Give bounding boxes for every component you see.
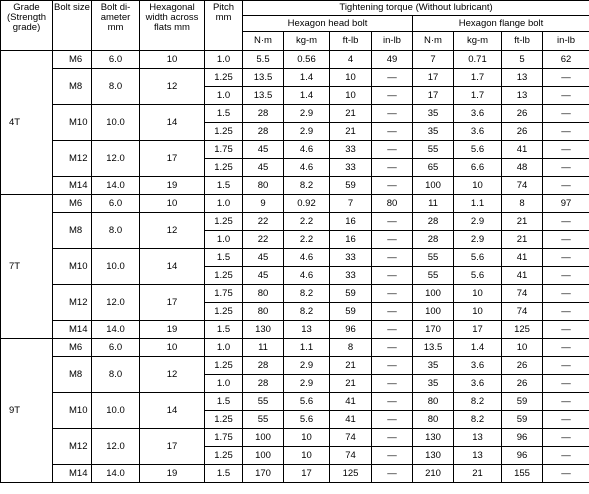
table-row xyxy=(1,249,589,267)
table-header xyxy=(1,1,589,51)
bolt-size-cell: M14 xyxy=(53,321,92,339)
head-nm-cell: 80 xyxy=(243,177,284,195)
flange-ftlb-cell: 5 xyxy=(502,51,543,69)
flange-kgm-cell: 2.9 xyxy=(454,213,502,231)
header-bolt-size: Bolt size xyxy=(53,1,92,51)
head-inlb-cell: — xyxy=(372,447,413,465)
bolt-diameter-cell: 8.0 xyxy=(92,69,140,105)
head-ftlb-cell: 41 xyxy=(330,411,372,429)
head-ftlb-cell: 33 xyxy=(330,141,372,159)
flange-kgm-cell: 21 xyxy=(454,465,502,483)
head-nm-cell: 55 xyxy=(243,393,284,411)
head-kgm-cell: 1.4 xyxy=(284,69,330,87)
flange-ftlb-cell: 155 xyxy=(502,465,543,483)
head-inlb-cell: — xyxy=(372,213,413,231)
head-nm-cell: 170 xyxy=(243,465,284,483)
head-inlb-cell: — xyxy=(372,375,413,393)
flange-nm-cell: 55 xyxy=(413,141,454,159)
bolt-diameter-cell: 10.0 xyxy=(92,393,140,429)
flange-ftlb-cell: 125 xyxy=(502,321,543,339)
flange-ftlb-cell: 26 xyxy=(502,123,543,141)
head-kgm-cell: 8.2 xyxy=(284,285,330,303)
table-row xyxy=(1,393,589,411)
head-nm-cell: 80 xyxy=(243,285,284,303)
pitch-cell: 1.75 xyxy=(205,285,243,303)
hex-width-cell: 10 xyxy=(140,339,205,357)
hex-width-cell: 10 xyxy=(140,195,205,213)
pitch-cell: 1.75 xyxy=(205,429,243,447)
bolt-size-cell: M10 xyxy=(53,393,92,429)
grade-cell: 9T xyxy=(1,339,53,483)
head-inlb-cell: — xyxy=(372,411,413,429)
bolt-diameter-cell: 6.0 xyxy=(92,195,140,213)
head-kgm-cell: 0.92 xyxy=(284,195,330,213)
head-inlb-cell: — xyxy=(372,249,413,267)
flange-inlb-cell: — xyxy=(543,231,589,249)
flange-kgm-cell: 0.71 xyxy=(454,51,502,69)
flange-ftlb-cell: 13 xyxy=(502,69,543,87)
head-inlb-cell: — xyxy=(372,231,413,249)
table-row xyxy=(1,321,589,339)
head-ftlb-cell: 10 xyxy=(330,69,372,87)
flange-inlb-cell: — xyxy=(543,375,589,393)
pitch-cell: 1.75 xyxy=(205,141,243,159)
flange-ftlb-cell: 13 xyxy=(502,87,543,105)
head-ftlb-cell: 33 xyxy=(330,159,372,177)
bolt-size-cell: M10 xyxy=(53,105,92,141)
head-inlb-cell: — xyxy=(372,339,413,357)
head-kgm-cell: 4.6 xyxy=(284,159,330,177)
head-nm-cell: 11 xyxy=(243,339,284,357)
flange-ftlb-cell: 26 xyxy=(502,357,543,375)
head-kgm-cell: 10 xyxy=(284,447,330,465)
flange-kgm-cell: 17 xyxy=(454,321,502,339)
head-inlb-cell: — xyxy=(372,159,413,177)
flange-ftlb-cell: 10 xyxy=(502,339,543,357)
head-inlb-cell: 49 xyxy=(372,51,413,69)
bolt-diameter-cell: 10.0 xyxy=(92,105,140,141)
bolt-diameter-cell: 12.0 xyxy=(92,285,140,321)
unit-header: in-lb xyxy=(543,32,589,51)
pitch-cell: 1.5 xyxy=(205,321,243,339)
flange-kgm-cell: 10 xyxy=(454,285,502,303)
flange-nm-cell: 11 xyxy=(413,195,454,213)
head-kgm-cell: 2.9 xyxy=(284,123,330,141)
flange-nm-cell: 7 xyxy=(413,51,454,69)
pitch-cell: 1.25 xyxy=(205,411,243,429)
head-nm-cell: 28 xyxy=(243,105,284,123)
head-ftlb-cell: 8 xyxy=(330,339,372,357)
pitch-cell: 1.0 xyxy=(205,195,243,213)
flange-ftlb-cell: 41 xyxy=(502,249,543,267)
flange-nm-cell: 28 xyxy=(413,231,454,249)
head-inlb-cell: — xyxy=(372,177,413,195)
flange-kgm-cell: 1.7 xyxy=(454,69,502,87)
flange-ftlb-cell: 8 xyxy=(502,195,543,213)
hex-width-cell: 19 xyxy=(140,321,205,339)
head-ftlb-cell: 4 xyxy=(330,51,372,69)
hex-width-cell: 17 xyxy=(140,429,205,465)
flange-nm-cell: 35 xyxy=(413,357,454,375)
bolt-diameter-cell: 12.0 xyxy=(92,429,140,465)
flange-ftlb-cell: 21 xyxy=(502,231,543,249)
flange-nm-cell: 80 xyxy=(413,393,454,411)
flange-kgm-cell: 5.6 xyxy=(454,249,502,267)
hex-width-cell: 14 xyxy=(140,249,205,285)
flange-kgm-cell: 3.6 xyxy=(454,357,502,375)
flange-ftlb-cell: 74 xyxy=(502,303,543,321)
unit-header: ft-lb xyxy=(502,32,543,51)
head-nm-cell: 45 xyxy=(243,267,284,285)
head-kgm-cell: 2.2 xyxy=(284,231,330,249)
flange-kgm-cell: 1.1 xyxy=(454,195,502,213)
head-kgm-cell: 4.6 xyxy=(284,267,330,285)
flange-inlb-cell: — xyxy=(543,393,589,411)
table-row xyxy=(1,357,589,375)
flange-inlb-cell: — xyxy=(543,321,589,339)
head-inlb-cell: — xyxy=(372,267,413,285)
head-kgm-cell: 13 xyxy=(284,321,330,339)
head-nm-cell: 28 xyxy=(243,357,284,375)
bolt-diameter-cell: 10.0 xyxy=(92,249,140,285)
head-nm-cell: 100 xyxy=(243,429,284,447)
flange-nm-cell: 17 xyxy=(413,69,454,87)
head-kgm-cell: 2.9 xyxy=(284,105,330,123)
hex-width-cell: 12 xyxy=(140,69,205,105)
table-row xyxy=(1,69,589,87)
head-kgm-cell: 17 xyxy=(284,465,330,483)
table-row xyxy=(1,213,589,231)
head-ftlb-cell: 59 xyxy=(330,177,372,195)
bolt-diameter-cell: 14.0 xyxy=(92,177,140,195)
bolt-size-cell: M8 xyxy=(53,213,92,249)
flange-kgm-cell: 13 xyxy=(454,447,502,465)
flange-ftlb-cell: 26 xyxy=(502,105,543,123)
bolt-size-cell: M6 xyxy=(53,339,92,357)
flange-nm-cell: 55 xyxy=(413,249,454,267)
flange-nm-cell: 100 xyxy=(413,303,454,321)
flange-ftlb-cell: 74 xyxy=(502,285,543,303)
head-ftlb-cell: 59 xyxy=(330,285,372,303)
header-hex-head-bolt: Hexagon head bolt xyxy=(243,16,413,32)
pitch-cell: 1.25 xyxy=(205,213,243,231)
flange-nm-cell: 80 xyxy=(413,411,454,429)
hex-width-cell: 10 xyxy=(140,51,205,69)
pitch-cell: 1.5 xyxy=(205,177,243,195)
grade-cell: 7T xyxy=(1,195,53,339)
flange-nm-cell: 28 xyxy=(413,213,454,231)
flange-ftlb-cell: 59 xyxy=(502,411,543,429)
pitch-cell: 1.5 xyxy=(205,105,243,123)
head-nm-cell: 45 xyxy=(243,249,284,267)
pitch-cell: 1.25 xyxy=(205,357,243,375)
flange-ftlb-cell: 26 xyxy=(502,375,543,393)
header-grade: Grade (Strength grade) xyxy=(1,1,53,51)
pitch-cell: 1.0 xyxy=(205,375,243,393)
bolt-size-cell: M6 xyxy=(53,51,92,69)
bolt-size-cell: M12 xyxy=(53,429,92,465)
flange-nm-cell: 130 xyxy=(413,429,454,447)
flange-kgm-cell: 10 xyxy=(454,303,502,321)
head-inlb-cell: — xyxy=(372,105,413,123)
table-row xyxy=(1,339,589,357)
flange-nm-cell: 35 xyxy=(413,123,454,141)
flange-kgm-cell: 5.6 xyxy=(454,141,502,159)
header-hex-flange-bolt: Hexagon flange bolt xyxy=(413,16,589,32)
flange-kgm-cell: 5.6 xyxy=(454,267,502,285)
head-nm-cell: 80 xyxy=(243,303,284,321)
pitch-cell: 1.0 xyxy=(205,231,243,249)
grade-cell: 4T xyxy=(1,51,53,195)
flange-inlb-cell: — xyxy=(543,213,589,231)
hex-width-cell: 17 xyxy=(140,285,205,321)
head-inlb-cell: — xyxy=(372,87,413,105)
pitch-cell: 1.0 xyxy=(205,87,243,105)
head-kgm-cell: 4.6 xyxy=(284,249,330,267)
flange-nm-cell: 13.5 xyxy=(413,339,454,357)
flange-kgm-cell: 2.9 xyxy=(454,231,502,249)
table-row xyxy=(1,465,589,483)
head-ftlb-cell: 10 xyxy=(330,87,372,105)
head-ftlb-cell: 16 xyxy=(330,213,372,231)
flange-ftlb-cell: 48 xyxy=(502,159,543,177)
pitch-cell: 1.25 xyxy=(205,69,243,87)
flange-inlb-cell: — xyxy=(543,123,589,141)
head-nm-cell: 5.5 xyxy=(243,51,284,69)
head-kgm-cell: 5.6 xyxy=(284,393,330,411)
bolt-size-cell: M14 xyxy=(53,177,92,195)
head-kgm-cell: 2.2 xyxy=(284,213,330,231)
table-body xyxy=(1,51,589,483)
flange-kgm-cell: 3.6 xyxy=(454,123,502,141)
head-ftlb-cell: 125 xyxy=(330,465,372,483)
pitch-cell: 1.5 xyxy=(205,249,243,267)
flange-nm-cell: 170 xyxy=(413,321,454,339)
bolt-diameter-cell: 6.0 xyxy=(92,51,140,69)
head-inlb-cell: — xyxy=(372,465,413,483)
head-nm-cell: 22 xyxy=(243,213,284,231)
head-inlb-cell: — xyxy=(372,357,413,375)
head-nm-cell: 45 xyxy=(243,141,284,159)
pitch-cell: 1.25 xyxy=(205,267,243,285)
flange-ftlb-cell: 74 xyxy=(502,177,543,195)
table-row xyxy=(1,141,589,159)
head-inlb-cell: — xyxy=(372,141,413,159)
pitch-cell: 1.5 xyxy=(205,393,243,411)
head-ftlb-cell: 21 xyxy=(330,123,372,141)
flange-kgm-cell: 3.6 xyxy=(454,375,502,393)
flange-inlb-cell: — xyxy=(543,465,589,483)
head-ftlb-cell: 33 xyxy=(330,267,372,285)
flange-inlb-cell: — xyxy=(543,159,589,177)
head-kgm-cell: 1.1 xyxy=(284,339,330,357)
flange-ftlb-cell: 96 xyxy=(502,429,543,447)
bolt-size-cell: M12 xyxy=(53,285,92,321)
bolt-size-cell: M14 xyxy=(53,465,92,483)
flange-inlb-cell: — xyxy=(543,339,589,357)
head-inlb-cell: — xyxy=(372,321,413,339)
head-nm-cell: 13.5 xyxy=(243,69,284,87)
table-row xyxy=(1,285,589,303)
head-ftlb-cell: 21 xyxy=(330,357,372,375)
head-kgm-cell: 2.9 xyxy=(284,375,330,393)
flange-inlb-cell: — xyxy=(543,303,589,321)
head-ftlb-cell: 7 xyxy=(330,195,372,213)
bolt-size-cell: M8 xyxy=(53,69,92,105)
head-ftlb-cell: 59 xyxy=(330,303,372,321)
head-kgm-cell: 1.4 xyxy=(284,87,330,105)
table-row xyxy=(1,105,589,123)
table-row xyxy=(1,429,589,447)
flange-ftlb-cell: 96 xyxy=(502,447,543,465)
flange-nm-cell: 100 xyxy=(413,285,454,303)
head-inlb-cell: 80 xyxy=(372,195,413,213)
hex-width-cell: 14 xyxy=(140,105,205,141)
bolt-diameter-cell: 14.0 xyxy=(92,465,140,483)
head-kgm-cell: 0.56 xyxy=(284,51,330,69)
hex-width-cell: 12 xyxy=(140,357,205,393)
pitch-cell: 1.25 xyxy=(205,303,243,321)
flange-inlb-cell: — xyxy=(543,447,589,465)
head-ftlb-cell: 21 xyxy=(330,375,372,393)
pitch-cell: 1.5 xyxy=(205,465,243,483)
head-nm-cell: 28 xyxy=(243,375,284,393)
flange-inlb-cell: 62 xyxy=(543,51,589,69)
pitch-cell: 1.0 xyxy=(205,51,243,69)
flange-ftlb-cell: 41 xyxy=(502,267,543,285)
pitch-cell: 1.0 xyxy=(205,339,243,357)
bolt-size-cell: M6 xyxy=(53,195,92,213)
head-kgm-cell: 10 xyxy=(284,429,330,447)
bolt-diameter-cell: 6.0 xyxy=(92,339,140,357)
unit-header: N·m xyxy=(243,32,284,51)
table-row xyxy=(1,177,589,195)
flange-ftlb-cell: 59 xyxy=(502,393,543,411)
flange-nm-cell: 17 xyxy=(413,87,454,105)
head-kgm-cell: 8.2 xyxy=(284,177,330,195)
head-nm-cell: 28 xyxy=(243,123,284,141)
flange-inlb-cell: — xyxy=(543,357,589,375)
flange-inlb-cell: — xyxy=(543,411,589,429)
bolt-diameter-cell: 8.0 xyxy=(92,213,140,249)
hex-width-cell: 12 xyxy=(140,213,205,249)
head-nm-cell: 22 xyxy=(243,231,284,249)
bolt-size-cell: M12 xyxy=(53,141,92,177)
header-hex-width: Hexagonal width across flats mm xyxy=(140,1,205,51)
flange-inlb-cell: — xyxy=(543,69,589,87)
flange-nm-cell: 35 xyxy=(413,375,454,393)
flange-inlb-cell: — xyxy=(543,141,589,159)
head-ftlb-cell: 21 xyxy=(330,105,372,123)
pitch-cell: 1.25 xyxy=(205,123,243,141)
hex-width-cell: 19 xyxy=(140,465,205,483)
hex-width-cell: 19 xyxy=(140,177,205,195)
table-row xyxy=(1,195,589,213)
head-kgm-cell: 8.2 xyxy=(284,303,330,321)
head-nm-cell: 9 xyxy=(243,195,284,213)
bolt-diameter-cell: 14.0 xyxy=(92,321,140,339)
head-kgm-cell: 2.9 xyxy=(284,357,330,375)
unit-header: N·m xyxy=(413,32,454,51)
head-nm-cell: 13.5 xyxy=(243,87,284,105)
flange-inlb-cell: — xyxy=(543,267,589,285)
head-inlb-cell: — xyxy=(372,123,413,141)
header-bolt-diameter: Bolt di- ameter mm xyxy=(92,1,140,51)
flange-nm-cell: 210 xyxy=(413,465,454,483)
flange-kgm-cell: 8.2 xyxy=(454,411,502,429)
table-row xyxy=(1,51,589,69)
header-tightening-torque: Tightening torque (Without lubricant) xyxy=(243,1,589,16)
head-ftlb-cell: 96 xyxy=(330,321,372,339)
head-nm-cell: 45 xyxy=(243,159,284,177)
bolt-size-cell: M8 xyxy=(53,357,92,393)
head-inlb-cell: — xyxy=(372,69,413,87)
pitch-cell: 1.25 xyxy=(205,447,243,465)
bolt-diameter-cell: 12.0 xyxy=(92,141,140,177)
hex-width-cell: 14 xyxy=(140,393,205,429)
bolt-size-cell: M10 xyxy=(53,249,92,285)
bolt-diameter-cell: 8.0 xyxy=(92,357,140,393)
flange-inlb-cell: — xyxy=(543,249,589,267)
flange-ftlb-cell: 41 xyxy=(502,141,543,159)
head-ftlb-cell: 74 xyxy=(330,429,372,447)
flange-inlb-cell: — xyxy=(543,177,589,195)
flange-nm-cell: 100 xyxy=(413,177,454,195)
flange-kgm-cell: 3.6 xyxy=(454,105,502,123)
head-inlb-cell: — xyxy=(372,393,413,411)
flange-kgm-cell: 13 xyxy=(454,429,502,447)
flange-nm-cell: 65 xyxy=(413,159,454,177)
head-ftlb-cell: 74 xyxy=(330,447,372,465)
unit-header: ft-lb xyxy=(330,32,372,51)
flange-kgm-cell: 1.4 xyxy=(454,339,502,357)
header-pitch: Pitch mm xyxy=(205,1,243,51)
unit-header: in-lb xyxy=(372,32,413,51)
flange-nm-cell: 130 xyxy=(413,447,454,465)
flange-inlb-cell: — xyxy=(543,285,589,303)
unit-header: kg-m xyxy=(284,32,330,51)
flange-kgm-cell: 10 xyxy=(454,177,502,195)
pitch-cell: 1.25 xyxy=(205,159,243,177)
flange-nm-cell: 35 xyxy=(413,105,454,123)
flange-nm-cell: 55 xyxy=(413,267,454,285)
hex-width-cell: 17 xyxy=(140,141,205,177)
flange-kgm-cell: 8.2 xyxy=(454,393,502,411)
flange-kgm-cell: 6.6 xyxy=(454,159,502,177)
unit-header: kg-m xyxy=(454,32,502,51)
head-inlb-cell: — xyxy=(372,303,413,321)
head-ftlb-cell: 41 xyxy=(330,393,372,411)
head-inlb-cell: — xyxy=(372,285,413,303)
head-nm-cell: 55 xyxy=(243,411,284,429)
head-inlb-cell: — xyxy=(372,429,413,447)
head-kgm-cell: 4.6 xyxy=(284,141,330,159)
head-kgm-cell: 5.6 xyxy=(284,411,330,429)
head-nm-cell: 100 xyxy=(243,447,284,465)
flange-inlb-cell: — xyxy=(543,105,589,123)
head-ftlb-cell: 16 xyxy=(330,231,372,249)
flange-inlb-cell: 97 xyxy=(543,195,589,213)
flange-inlb-cell: — xyxy=(543,429,589,447)
head-nm-cell: 130 xyxy=(243,321,284,339)
flange-kgm-cell: 1.7 xyxy=(454,87,502,105)
head-ftlb-cell: 33 xyxy=(330,249,372,267)
flange-inlb-cell: — xyxy=(543,87,589,105)
flange-ftlb-cell: 21 xyxy=(502,213,543,231)
